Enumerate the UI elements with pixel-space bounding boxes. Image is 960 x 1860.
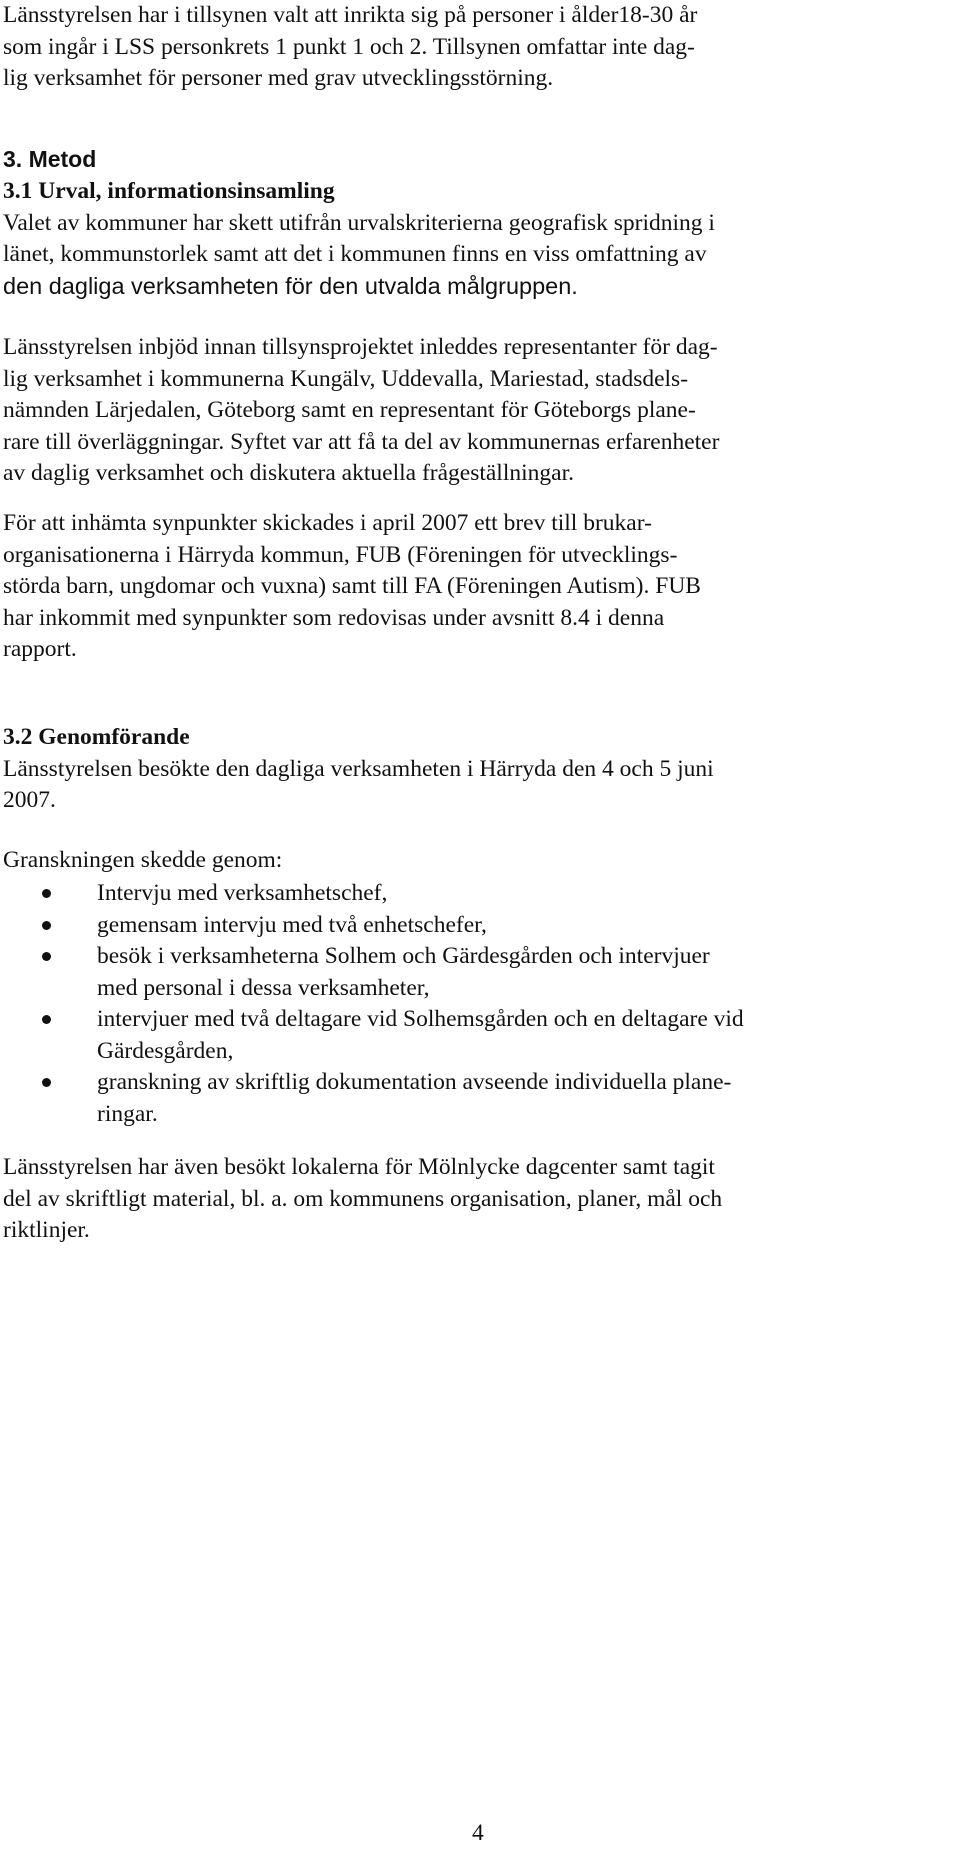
page-number-text: 4 [472, 1820, 484, 1846]
paragraph-line: Valet av kommuner har skett utifrån urvalskriterierna geografisk spridning i [3, 209, 715, 236]
list-item [3, 1004, 953, 1067]
section-3-2 [3, 722, 953, 817]
bullet-icon [42, 952, 51, 961]
section-3-1 [3, 176, 953, 302]
bullet-list [3, 878, 953, 1130]
bullet-icon [42, 889, 51, 898]
list-item-text: besök i verksamheterna Solhem och Gärdesgården och intervjuer [97, 943, 710, 969]
list-item-text: intervjuer med två deltagare vid Solhemsgården och en deltagare vid [97, 1006, 744, 1032]
intro-line: lig verksamhet för personer med grav utvecklingsstörning. [3, 65, 554, 91]
paragraph-line: rare till överläggningar. Syftet var att få ta del av kommunernas erfarenheter [3, 428, 720, 455]
list-item [3, 1067, 953, 1130]
paragraph-line: För att inhämta synpunkter skickades i april 2007 ett brev till brukar- [3, 510, 652, 536]
heading-text: 3. Metod [3, 146, 97, 172]
list-item-text: granskning av skriftlig dokumentation avseende individuella plane- [97, 1069, 732, 1095]
paragraph-line: den dagliga verksamheten för den utvalda målgruppen. [3, 272, 578, 299]
paragraph-line: organisationerna i Härryda kommun, FUB (Föreningen för utvecklings- [3, 541, 678, 568]
list-item-text: Gärdesgården, [97, 1037, 234, 1064]
intro-line: som ingår i LSS personkrets 1 punkt 1 och 2. Tillsynen omfattar inte dag- [3, 33, 695, 60]
bullet-icon [42, 1015, 51, 1024]
paragraph-line: rapport. [3, 636, 77, 662]
paragraph-line: lig verksamhet i kommunerna Kungälv, Uddevalla, Mariestad, stadsdels- [3, 365, 689, 392]
list-item-text: med personal i dessa verksamheter, [97, 974, 430, 1001]
intro-line: Länsstyrelsen har i tillsynen valt att inrikta sig på personer i ålder18-30 år [3, 2, 698, 28]
paragraph-line: del av skriftligt material, bl. a. om kommunens organisation, planer, mål och [3, 1185, 723, 1212]
list-intro-text: Granskningen skedde genom: [3, 847, 283, 873]
subsection-heading: 3.1 Urval, informationsinsamling [3, 178, 335, 204]
paragraph-line: riktlinjer. [3, 1217, 90, 1243]
list-item [3, 910, 953, 942]
list-item-text: ringar. [97, 1100, 158, 1127]
paragraph-line: Länsstyrelsen har även besökt lokalerna för Mölnlycke dagcenter samt tagit [3, 1154, 715, 1180]
paragraph-synpunkter [3, 508, 953, 666]
paragraph-line: 2007. [3, 787, 56, 813]
intro-paragraph [3, 0, 953, 95]
paragraph-line: länet, kommunstorlek samt att det i kommunen finns en viss omfattning av [3, 241, 707, 267]
paragraph-molnlycke [3, 1152, 953, 1247]
section-heading-metod [3, 144, 953, 176]
paragraph-line: Länsstyrelsen besökte den dagliga verksamheten i Härryda den 4 och 5 juni [3, 755, 714, 782]
paragraph-line: Länsstyrelsen inbjöd innan tillsynsprojektet inleddes representanter för dag- [3, 334, 718, 360]
paragraph-line: nämnden Lärjedalen, Göteborg samt en representant för Göteborgs plane- [3, 397, 696, 423]
subsection-heading: 3.2 Genomförande [3, 724, 190, 750]
paragraph-line: av daglig verksamhet och diskutera aktuella frågeställningar. [3, 460, 574, 486]
paragraph-line: störda barn, ungdomar och vuxna) samt till FA (Föreningen Autism). FUB [3, 573, 701, 599]
paragraph-representatives [3, 332, 953, 490]
list-intro [3, 845, 953, 877]
bullet-icon [42, 921, 51, 930]
list-item [3, 878, 953, 910]
paragraph-line: har inkommit med synpunkter som redovisas under avsnitt 8.4 i denna [3, 604, 665, 631]
bullet-icon [42, 1078, 51, 1087]
list-item-text: Intervju med verksamhetschef, [97, 880, 388, 906]
list-item-text: gemensam intervju med två enhetschefer, [97, 911, 487, 938]
list-item [3, 941, 953, 1004]
